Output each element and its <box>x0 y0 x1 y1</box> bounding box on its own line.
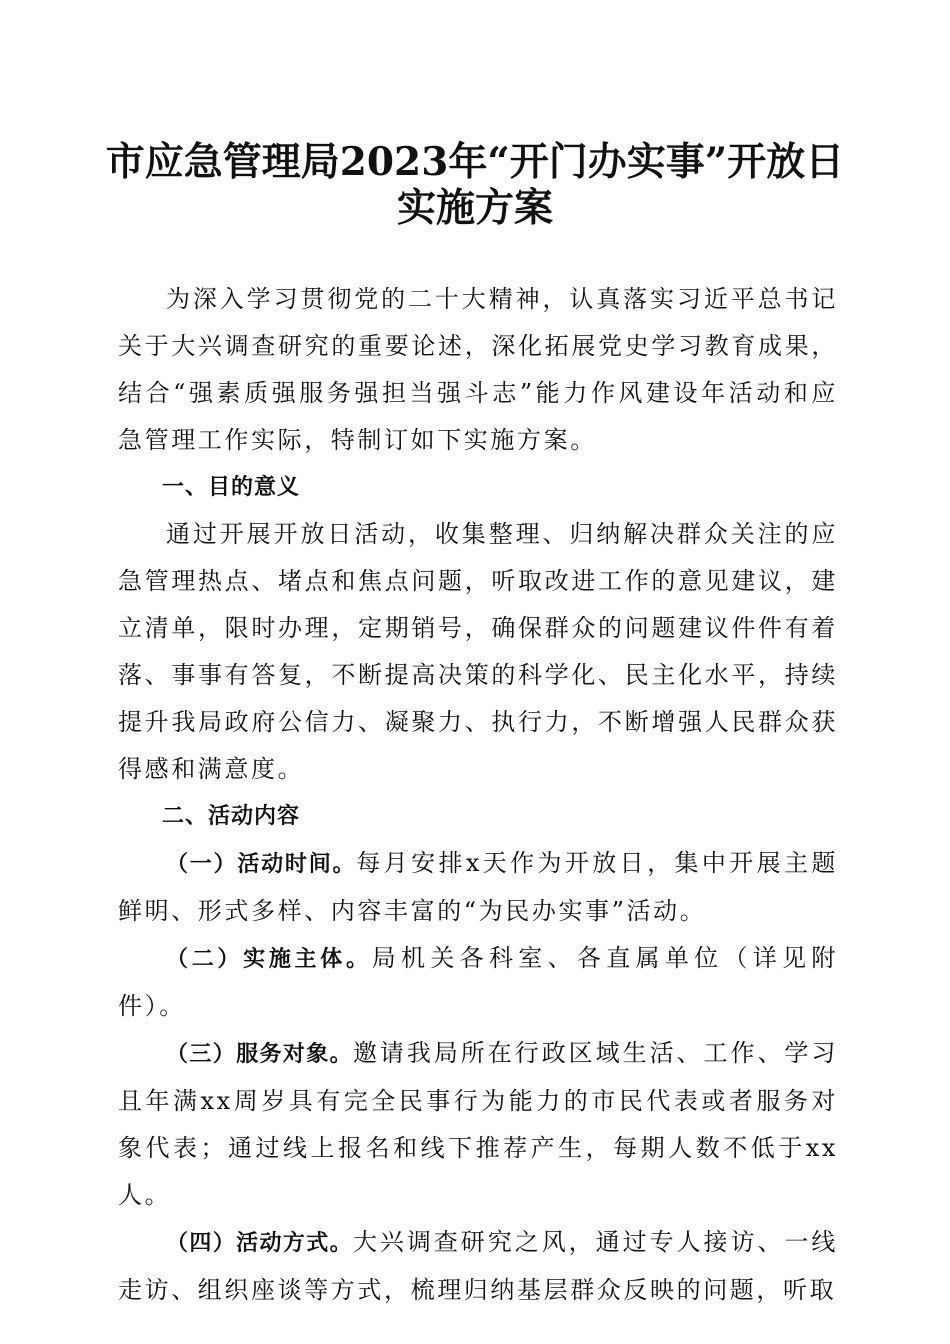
item-activity-method <box>118 1219 838 1314</box>
document-title-line1: 市应急管理局2023年“开门办实事”开放日 <box>105 139 845 185</box>
item-service-target-label: （三）服务对象。 <box>166 1042 353 1067</box>
item-service-target-text: 邀请我局所在行政区域生活、工作、学习且年满xx周岁具有完全民事行为能力的市民代表或者服务对象代表；通过线上报名和线下推荐产生，每期人数不低于xx人。 <box>118 1039 838 1209</box>
section-heading-purpose: 一、目的意义 <box>162 475 301 500</box>
item-activity-method-label: （四）活动方式。 <box>166 1231 353 1256</box>
item-activity-time-label: （一）活动时间。 <box>166 852 357 877</box>
document-body <box>118 276 838 1314</box>
item-activity-time <box>118 840 838 935</box>
purpose-paragraph: 通过开展开放日活动，收集整理、归纳解决群众关注的应急管理热点、堵点和焦点问题，听取改进工作的意见建议，建立清单，限时办理，定期销号，确保群众的问题建议件件有着落、事事有答复，不断提高决策的科学化、民主化水平，持续提升我局政府公信力、凝聚力、执行力，不断增强人民群众获得感和满意度。 <box>118 520 838 783</box>
section-heading-content: 二、活动内容 <box>162 804 301 829</box>
document-title-line2: 实施方案 <box>396 185 553 231</box>
item-implementer <box>118 935 838 1030</box>
item-implementer-label: （二）实施主体。 <box>166 947 372 972</box>
item-activity-method-text: 大兴调查研究之风，通过专人接访、一线走访、组织座谈等方式，梳理归纳基层群众反映的问题，听取 <box>118 1228 838 1304</box>
item-activity-time-text: 每月安排x天作为开放日，集中开展主题鲜明、形式多样、内容丰富的“为民办实事”活动。 <box>118 849 838 925</box>
intro-paragraph: 为深入学习贯彻党的二十大精神，认真落实习近平总书记关于大兴调查研究的重要论述，深化拓展党史学习教育成果，结合“强素质强服务强担当强斗志”能力作风建设年活动和应急管理工作实际，特制订如下实施方案。 <box>118 285 838 454</box>
item-implementer-text: 局机关各科室、各直属单位（详见附件）。 <box>118 944 838 1020</box>
item-service-target <box>118 1030 838 1219</box>
